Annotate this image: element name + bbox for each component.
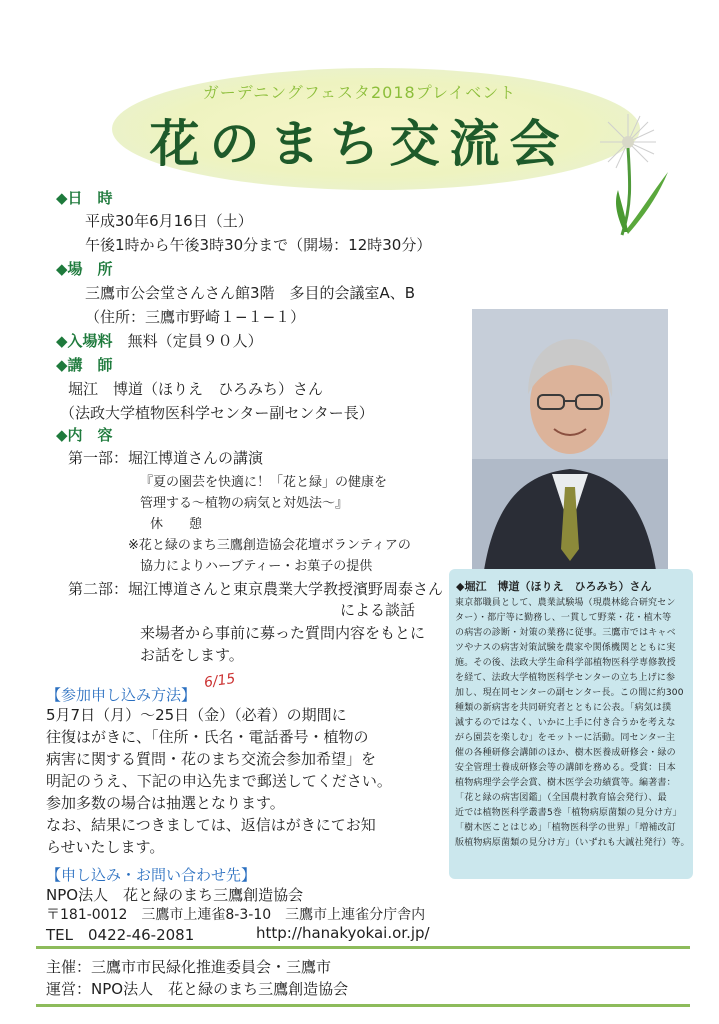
note-line2: 協力によりハーブティー・お菓子の提供 (140, 559, 373, 574)
venue-label: ◆場 所 (56, 260, 113, 278)
apply-line4: 明記のうえ、下記の申込先まで郵送してください。 (46, 772, 392, 790)
part1-topic-line2: 管理する〜植物の病気と対処法〜』 (140, 496, 349, 511)
bio-line: 安全管理士養成研修会等の講師を務める。受賞：日本 (455, 763, 676, 773)
bio-line: がら園芸を楽しむ」をモットーに活動。同センター主 (455, 733, 676, 743)
apply-line5: 参加多数の場合は抽選となります。 (46, 794, 285, 812)
bio-line: 近では植物医科学叢書5巻「植物病原菌類の見分け方」 (455, 808, 682, 818)
event-subtitle: ガーデニングフェスタ2018プレイベント (202, 83, 517, 102)
venue-address: （住所：三鷹市野崎１−１−１） (85, 308, 306, 326)
apply-line2: 往復はがきに、「住所・氏名・電話番号・植物の (46, 728, 369, 746)
admission-value: 無料（定員９０人） (127, 332, 263, 350)
admission-label: ◆入場料 (56, 332, 113, 350)
bio-line: ツやナスの病害対策試験を農家や関係機関とともに実 (455, 643, 676, 653)
footer-operator: 運営：NPO法人 花と緑のまち三鷹創造協会 (46, 980, 349, 998)
handwritten-deadline: 6/15 (203, 670, 237, 692)
footer-organizer: 主催：三鷹市市民緑化推進委員会・三鷹市 (46, 958, 332, 976)
contact-address: 〒181-0012 三鷹市上連雀8-3-10 三鷹市上連雀分庁舎内 (46, 907, 426, 923)
part2-desc-line2: お話をします。 (140, 646, 244, 664)
contact-tel: TEL 0422-46-2081 (46, 926, 195, 944)
event-time: 午後1時から午後3時30分まで（開場：12時30分） (85, 236, 432, 254)
bio-line: 東京都職員として、農業試験場（現農林総合研究セン (455, 598, 676, 608)
content-label: ◆内 容 (56, 426, 113, 444)
bio-line: 「樹木医ことはじめ」「植物医科学の世界」「増補改訂 (455, 823, 677, 833)
apply-line6: なお、結果につきましては、返信はがきにてお知 (46, 816, 376, 834)
bio-text (455, 596, 691, 851)
lecturer-affiliation: （法政大学植物医科学センター副センター長） (60, 404, 374, 422)
bio-line: 植物病理学会学会賞、樹木医学会功績賞等。編著書： (455, 778, 676, 788)
bio-line: 「花と緑の病害図鑑」（全国農村教育協会発行）、最 (455, 793, 667, 803)
event-date: 平成30年6月16日（土） (85, 212, 253, 230)
part2-label-cont: による談話 (340, 601, 416, 619)
lecturer-photo (472, 309, 668, 584)
contact-heading: 【申し込み・お問い合わせ先】 (46, 866, 257, 884)
part1-label: 第一部：堀江博道さんの講演 (68, 449, 264, 467)
datetime-label: ◆日 時 (56, 189, 113, 207)
part1-topic-line1: 『夏の園芸を快適に！「花と緑」の健康を (140, 475, 388, 490)
bio-line: ター）・都庁等に勤務し、一貫して野菜・花・植木等 (455, 613, 672, 623)
apply-heading: 【参加申し込み方法】 (46, 686, 197, 704)
break-label: 休 憩 (150, 517, 203, 532)
bio-line: 種類の新病害を共同研究者とともに公表。「病気は撲 (455, 703, 672, 713)
bio-line: 催の各種研修会講師のほか、樹木医養成研修会・緑の (455, 748, 676, 758)
lecturer-name: 堀江 博道（ほりえ ひろみち）さん (68, 380, 324, 398)
dandelion-illustration (592, 110, 682, 240)
apply-line7: らせいたします。 (46, 838, 165, 856)
bio-line: 版植物病原菌類の見分け方」（いずれも大誠社発行）等。 (455, 838, 690, 848)
lecturer-portrait (472, 309, 668, 584)
contact-url[interactable]: http://hanakyokai.or.jp/ (256, 924, 430, 942)
bio-line: 滅するのではなく、いかに上手に付き合うかを考えな (455, 718, 676, 728)
venue-name: 三鷹市公会堂さんさん館3階 多目的会議室A、B (85, 284, 416, 302)
footer-rule-bottom (36, 1004, 690, 1007)
admission-row (56, 330, 263, 351)
part2-label: 第二部：堀江博道さんと東京農業大学教授濱野周泰さん (68, 580, 444, 598)
footer-rule-top (36, 946, 690, 949)
contact-org: NPO法人 花と緑のまち三鷹創造協会 (46, 886, 304, 904)
apply-line3: 病害に関する質問・花のまち交流会参加希望」を (46, 750, 377, 768)
apply-line1: 5月7日（月）〜25日（金）（必着）の期間に (46, 706, 347, 724)
bio-heading: ◆堀江 博道（ほりえ ひろみち）さん (456, 580, 652, 593)
bio-line: 加し、現在同センターの副センター長。この間に約300 (455, 688, 684, 698)
bio-line: を経て、法政大学植物医科学センターの立ち上げに参 (455, 673, 676, 683)
lecturer-label: ◆講 師 (56, 356, 113, 374)
part2-desc-line1: 来場者から事前に募った質問内容をもとに (140, 624, 426, 642)
event-title: 花のまち交流会 (149, 114, 570, 173)
bio-line: の病害の診断・対策の業務に従事。三鷹市ではキャベ (455, 628, 676, 638)
note-line1: ※花と緑のまち三鷹創造協会花壇ボランティアの (128, 538, 411, 553)
bio-line: 施。その後、法政大学生命科学部植物医科学専修教授 (455, 658, 676, 668)
